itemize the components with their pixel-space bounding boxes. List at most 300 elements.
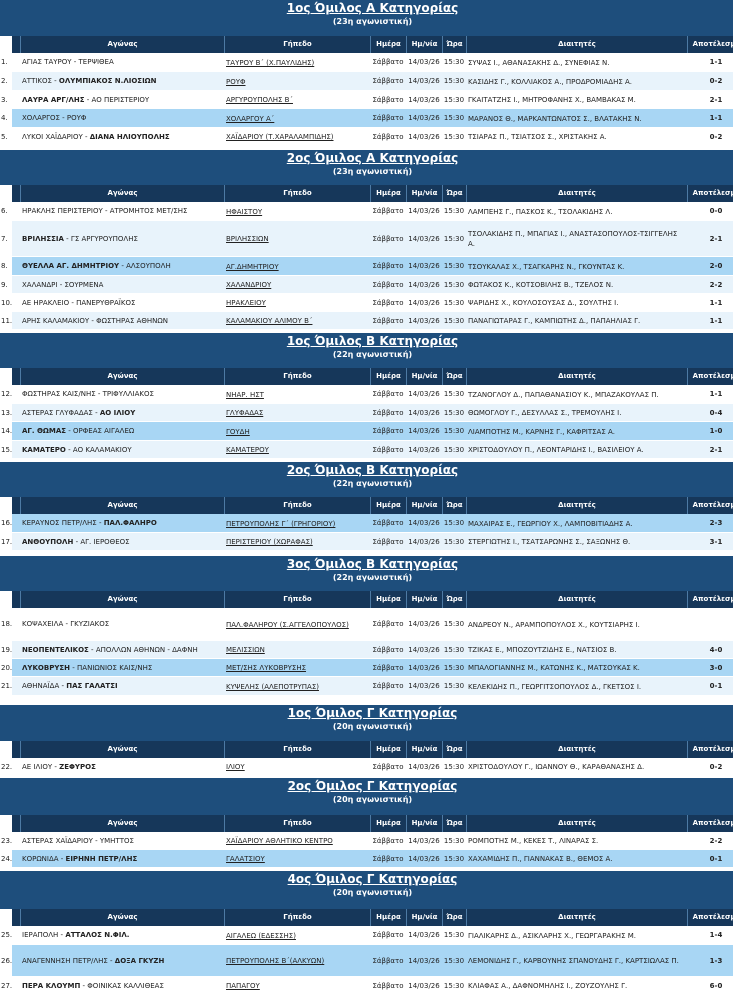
match-venue (224, 659, 370, 677)
match-row (1, 404, 733, 422)
group-section (0, 150, 741, 330)
match-teams (20, 641, 224, 659)
venue-link[interactable]: ΚΑΛΑΜΑΚΙΟΥ ΑΛΙΜΟΥ Β΄ (226, 317, 313, 325)
col-venue-header: Γήπεδο (224, 497, 370, 514)
match-number: 25. (1, 931, 13, 939)
venue-link[interactable]: ΓΛΥΦΑΔΑΣ (226, 409, 264, 417)
away-team: ΔΟΞΑ ΓΚΥΖΗ (114, 956, 165, 965)
match-number: 27. (1, 981, 13, 990)
match-row (1, 533, 733, 551)
col-venue-header: Γήπεδο (224, 909, 370, 926)
match-date: 14/03/26 (408, 645, 440, 654)
match-teams (20, 977, 224, 995)
match-time: 15:30 (443, 645, 465, 654)
match-day: Σάββατο (372, 682, 404, 690)
match-referees (466, 659, 687, 677)
column-header-row (12, 36, 741, 53)
col-result-header: Αποτέλεσμα (687, 497, 745, 514)
team-separator: - (88, 645, 96, 654)
group-round: (22η αγωνιστική) (332, 350, 413, 359)
col-time-header: Ώρα (442, 185, 466, 202)
match-day: Σάββατο (372, 836, 404, 845)
group-section (0, 462, 741, 551)
venue-link[interactable]: ΜΕΤ/ΣΗΣ ΛΥΚΟΒΡΥΣΗΣ (226, 664, 307, 672)
group-header (12, 462, 733, 497)
match-referees (466, 514, 687, 533)
col-time-header: Ώρα (442, 909, 466, 926)
match-date: 14/03/26 (408, 981, 440, 990)
match-number: 2. (1, 77, 8, 85)
row-divider (12, 775, 733, 776)
match-result: 2-1 (709, 234, 723, 243)
group-title[interactable]: 4ος Όμιλος Γ Κατηγορίας (287, 872, 458, 886)
group-round: (22η αγωνιστική) (332, 479, 413, 488)
column-header-row (12, 909, 741, 926)
team-separator: - (84, 95, 92, 104)
match-result: 0-1 (709, 854, 723, 863)
match-row (1, 832, 733, 850)
row-divider (12, 145, 733, 146)
col-date-header: Ημ/νία (406, 741, 442, 758)
col-no-header (0, 368, 20, 385)
venue-link[interactable]: ΚΥΨΕΛΗΣ (ΑΛΕΠΟΤΡΥΠΑΣ) (226, 682, 319, 691)
venue-link[interactable]: ΝΗΑΡ. ΗΣΤ (226, 390, 264, 399)
match-venue (224, 276, 370, 294)
match-venue (224, 758, 370, 776)
col-referees-header: Διαιτητές (466, 368, 687, 385)
match-row (1, 294, 733, 312)
away-team: ΣΟΥΡΜΕΝΑ (64, 280, 104, 289)
venue-link[interactable]: ΠΕΤΡΟΥΠΟΛΗΣ Γ΄ (ΓΡΗΓΟΡΙΟΥ) (226, 519, 336, 528)
match-day: Σάββατο (372, 234, 404, 243)
col-referees-header: Διαιτητές (466, 185, 687, 202)
team-separator: - (59, 114, 67, 122)
group-title[interactable]: 3ος Όμιλος Β Κατηγορίας (286, 557, 459, 571)
match-date: 14/03/26 (408, 95, 440, 104)
match-venue (224, 641, 370, 659)
col-date-header: Ημ/νία (406, 815, 442, 832)
group-title[interactable]: 1ος Όμιλος Γ Κατηγορίας (287, 706, 458, 720)
venue-link[interactable]: ΧΑΛΑΝΔΡΙΟΥ (226, 281, 272, 289)
venue-link[interactable]: ΡΟΥΦ (226, 77, 246, 86)
group-header (12, 0, 733, 36)
match-result: 1-4 (709, 931, 723, 939)
match-date: 14/03/26 (408, 58, 440, 66)
match-teams (20, 312, 224, 330)
match-venue (224, 294, 370, 312)
match-date: 14/03/26 (408, 280, 440, 289)
col-no-header (0, 909, 20, 926)
match-referees (466, 294, 687, 312)
away-team: ΥΜΗΤΤΟΣ (99, 836, 134, 845)
referees-text: ΤΣΟΥΚΑΛΑΣ Χ., ΤΣΑΓΚΑΡΗΣ Ν., ΓΚΟΥΝΤΑΣ Κ. (468, 262, 625, 271)
col-no-header (0, 741, 20, 758)
match-referees (466, 926, 687, 945)
referees-text: ΓΙΑΛΙΚΑΡΗΣ Δ., ΑΣΙΚΛΑΡΗΣ Χ., ΓΕΩΡΓΑΡΑΚΗΣ Μ. (468, 931, 636, 940)
match-number: 14. (1, 427, 13, 435)
match-result: 4-0 (709, 645, 723, 654)
group-section (0, 556, 741, 696)
match-date: 14/03/26 (408, 836, 440, 845)
col-referees-header: Διαιτητές (466, 909, 687, 926)
col-referees-header: Διαιτητές (466, 497, 687, 514)
row-divider (12, 329, 733, 330)
match-referees (466, 257, 687, 276)
venue-link[interactable]: ΗΡΑΚΛΕΙΟΥ (226, 299, 266, 307)
match-day: Σάββατο (372, 519, 404, 527)
match-time: 15:30 (443, 427, 465, 435)
match-number: 9. (1, 280, 8, 289)
group-title[interactable]: 1ος Όμιλος Β Κατηγορίας (286, 334, 459, 348)
match-referees (466, 128, 687, 146)
row-divider (12, 550, 733, 551)
column-header-row (12, 368, 741, 385)
match-row (1, 221, 733, 257)
match-venue (224, 608, 370, 641)
match-date: 14/03/26 (408, 390, 440, 398)
match-date: 14/03/26 (408, 234, 440, 243)
col-venue-header: Γήπεδο (224, 185, 370, 202)
group-header (12, 778, 733, 815)
away-team: ΠΑΛ.ΦΑΛΗΡΟ (103, 519, 157, 527)
match-day: Σάββατο (372, 620, 404, 628)
group-section (0, 778, 741, 868)
team-separator: - (92, 408, 100, 417)
group-title[interactable]: 2ος Όμιλος Γ Κατηγορίας (287, 779, 458, 793)
home-team: ΦΩΣΤΗΡΑΣ ΚΑΙΣ/ΝΗΣ (22, 390, 96, 398)
match-referees (466, 850, 687, 868)
match-time: 15:30 (443, 262, 465, 270)
col-date-header: Ημ/νία (406, 36, 442, 53)
match-result: 3-1 (709, 537, 723, 546)
col-day-header: Ημέρα (370, 591, 406, 608)
match-venue (224, 202, 370, 221)
match-day: Σάββατο (372, 931, 404, 939)
referees-text: ΨΑΡΙΔΗΣ Χ., ΚΟΥΛΟΣΟΥΣΑΣ Δ., ΣΟΥΛΤΗΣ Ι. (468, 299, 619, 307)
match-day: Σάββατο (372, 298, 404, 307)
group-round: (23η αγωνιστική) (332, 17, 413, 26)
match-number: 1. (1, 58, 8, 66)
group-title[interactable]: 1ος Όμιλος Α Κατηγορίας (286, 1, 459, 15)
match-day: Σάββατο (372, 663, 404, 672)
col-result-header: Αποτέλεσμα (687, 185, 745, 202)
match-day: Σάββατο (372, 316, 404, 325)
match-number: 26. (1, 956, 13, 965)
away-team: ΖΕΦΥΡΟΣ (59, 762, 96, 771)
match-time: 15:30 (443, 58, 465, 66)
match-row (1, 53, 733, 72)
group-left-bar (0, 150, 12, 185)
team-separator: - (63, 620, 71, 628)
venue-link[interactable]: ΑΙΓΑΛΕΩ (ΕΔΕΣΣΗΣ) (226, 931, 296, 940)
away-team: ΦΟΙΝΙΚΑΣ ΚΑΛΛΙΘΕΑΣ (87, 981, 164, 990)
col-time-header: Ώρα (442, 497, 466, 514)
home-team: ΑΡΗΣ ΚΑΛΑΜΑΚΙΟΥ (22, 316, 90, 325)
away-team: ΠΑΣ ΓΑΛΑΤΣΙ (66, 682, 118, 690)
col-match-header: Αγώνας (20, 497, 224, 514)
venue-link[interactable]: ΑΓ.ΔΗΜΗΤΡΙΟΥ (226, 262, 279, 271)
match-result: 0-2 (709, 132, 723, 141)
referees-text: ΤΣΟΛΑΚΙΔΗΣ Π., ΜΠΑΓΙΑΣ Ι., ΑΝΑΣΤΑΣΟΠΟΥΛΟΣ-ΤΣΙΓΓΕΛΗΣ Α. (468, 230, 678, 248)
col-referees-header: Διαιτητές (466, 815, 687, 832)
col-venue-header: Γήπεδο (224, 815, 370, 832)
match-number: 19. (1, 645, 13, 654)
match-result: 0-2 (709, 77, 723, 85)
venue-link[interactable]: ΠΕΡΙΣΤΕΡΙΟΥ (ΧΩΡΑΦΑΣ) (226, 538, 313, 546)
match-referees (466, 441, 687, 459)
match-referees (466, 109, 687, 128)
match-day: Σάββατο (372, 207, 404, 215)
venue-link[interactable]: ΚΑΜΑΤΕΡΟΥ (226, 446, 269, 454)
away-team: ΑΓ. ΙΕΡΟΘΕΟΣ (80, 537, 130, 546)
match-number: 7. (1, 234, 8, 243)
referees-text: ΚΛΙΑΦΑΣ Α., ΔΑΦΝΟΜΗΛΗΣ Ι., ΖΟΥΖΟΥΛΗΣ Γ. (468, 982, 628, 990)
home-team: ΚΑΜΑΤΕΡΟ (22, 445, 66, 454)
col-match-header: Αγώνας (20, 741, 224, 758)
match-time: 15:30 (443, 280, 465, 289)
match-row (1, 926, 733, 945)
team-separator: - (107, 956, 115, 965)
match-teams (20, 850, 224, 868)
match-venue (224, 677, 370, 696)
referees-text: ΜΑΡΑΝΟΣ Θ., ΜΑΡΚΑΝΤΩΝΑΤΟΣ Σ., ΒΛΑΤΑΚΗΣ Ν. (468, 114, 642, 123)
match-venue (224, 850, 370, 868)
match-teams (20, 91, 224, 109)
venue-link[interactable]: ΗΦΑΙΣΤΟΥ (226, 207, 263, 216)
match-venue (224, 53, 370, 72)
match-teams (20, 294, 224, 312)
match-day: Σάββατο (372, 390, 404, 398)
group-title[interactable]: 2ος Όμιλος Α Κατηγορίας (286, 151, 459, 165)
match-referees (466, 72, 687, 91)
referees-text: ΓΚΑΙΤΑΤΖΗΣ Ι., ΜΗΤΡΟΦΑΝΗΣ Χ., ΒΑΜΒΑΚΑΣ Μ. (468, 96, 636, 104)
venue-link[interactable]: ΠΕΤΡΟΥΠΟΛΗΣ Β΄(ΑΛΚΥΩΝ) (226, 957, 325, 965)
team-separator: - (58, 854, 66, 863)
col-match-header: Αγώνας (20, 36, 224, 53)
col-no-header (0, 591, 20, 608)
home-team: ΚΟΨΑΧΕΙΛΑ (22, 620, 64, 628)
match-venue (224, 533, 370, 551)
col-result-header: Αποτέλεσμα (687, 909, 745, 926)
match-number: 13. (1, 408, 13, 417)
match-row (1, 202, 733, 221)
match-row (1, 128, 733, 146)
match-referees (466, 533, 687, 551)
match-number: 10. (1, 298, 13, 307)
team-separator: - (80, 981, 88, 990)
match-number: 21. (1, 682, 13, 690)
referees-text: ΤΖΙΚΑΣ Ε., ΜΠΟΖΟΥΤΖΙΔΗΣ Ε., ΝΑΤΣΙΟΣ Β. (468, 646, 617, 654)
group-round: (22η αγωνιστική) (332, 573, 413, 582)
match-row (1, 758, 733, 776)
match-day: Σάββατο (372, 981, 404, 990)
team-separator: - (96, 519, 104, 527)
match-number: 6. (1, 207, 8, 215)
match-row (1, 641, 733, 659)
group-round: (23η αγωνιστική) (332, 167, 413, 176)
match-date: 14/03/26 (408, 77, 440, 85)
referees-text: ΛΙΑΜΠΟΤΗΣ Μ., ΚΑΡΝΗΣ Γ., ΚΑΦΡΙΤΣΑΣ Α. (468, 427, 616, 436)
col-date-header: Ημ/νία (406, 368, 442, 385)
col-match-header: Αγώνας (20, 185, 224, 202)
col-match-header: Αγώνας (20, 815, 224, 832)
match-day: Σάββατο (372, 537, 404, 546)
group-left-bar (0, 705, 12, 741)
away-team: ΑΤΡΟΜΗΤΟΣ ΜΕΤ/ΣΗΣ (109, 207, 188, 215)
match-time: 15:30 (443, 95, 465, 104)
home-team: ΙΕΡΑΠΟΛΗ (22, 931, 59, 939)
match-teams (20, 72, 224, 91)
group-title[interactable]: 2ος Όμιλος Β Κατηγορίας (286, 463, 459, 477)
match-row (1, 850, 733, 868)
match-result: 0-4 (709, 408, 723, 417)
match-date: 14/03/26 (408, 931, 440, 939)
group-left-bar (0, 778, 12, 815)
referees-text: ΡΟΜΠΟΤΗΣ Μ., ΚΕΚΕΣ Τ., ΛΙΝΑΡΑΣ Σ. (468, 837, 599, 845)
match-day: Σάββατο (372, 58, 404, 66)
match-time: 15:30 (443, 762, 465, 771)
venue-link[interactable]: ΧΑΪΔΑΡΙΟΥ ΑΘΛΗΤΙΚΟ ΚΕΝΤΡΟ (226, 837, 333, 845)
referees-text: ΜΑΧΑΙΡΑΣ Ε., ΓΕΩΡΓΙΟΥ Χ., ΛΑΜΠΟΒΙΤΙΑΔΗΣ Α. (468, 519, 633, 528)
venue-link[interactable]: ΤΑΥΡΟΥ Β΄ (Χ.ΠΑΥΛΙΔΗΣ) (226, 58, 315, 67)
match-day: Σάββατο (372, 645, 404, 654)
col-day-header: Ημέρα (370, 368, 406, 385)
match-time: 15:30 (443, 390, 465, 398)
match-venue (224, 128, 370, 146)
venue-link[interactable]: ΙΛΙΟΥ (226, 763, 245, 771)
match-result: 6-0 (709, 981, 723, 990)
match-venue (224, 945, 370, 977)
col-time-header: Ώρα (442, 36, 466, 53)
match-referees (466, 422, 687, 441)
match-time: 15:30 (443, 234, 465, 243)
home-team: ΚΕΡΑΥΝΟΣ ΠΕΤΡ/ΛΗΣ (22, 519, 97, 527)
group-section (0, 705, 741, 776)
match-number: 15. (1, 445, 13, 454)
match-date: 14/03/26 (408, 537, 440, 546)
venue-link[interactable]: ΠΑΛ.ΦΑΛΗΡΟΥ (Σ.ΑΓΓΕΛΟΠΟΥΛΟΣ) (226, 620, 349, 629)
home-team: ΛΥΚΟΒΡΥΣΗ (22, 663, 71, 672)
match-row (1, 385, 733, 404)
col-referees-header: Διαιτητές (466, 741, 687, 758)
col-venue-header: Γήπεδο (224, 368, 370, 385)
away-team: ΟΛΥΜΠΙΑΚΟΣ Ν.ΛΙΟΣΙΩΝ (58, 77, 157, 85)
match-time: 15:30 (443, 77, 465, 85)
match-referees (466, 608, 687, 641)
match-venue (224, 514, 370, 533)
match-result: 1-1 (709, 114, 723, 122)
match-teams (20, 221, 224, 257)
away-team: ΟΡΦΕΑΣ ΑΙΓΑΛΕΩ (73, 427, 135, 435)
row-divider (12, 458, 733, 459)
group-section (0, 333, 741, 459)
team-separator: - (52, 762, 60, 771)
match-number: 8. (1, 262, 8, 270)
match-teams (20, 385, 224, 404)
row-divider (12, 867, 733, 868)
home-team: ΑΘΗΝΑΪΔΑ (22, 682, 60, 690)
match-row (1, 109, 733, 128)
match-date: 14/03/26 (408, 298, 440, 307)
match-venue (224, 422, 370, 441)
venue-link[interactable]: ΓΑΛΑΤΣΙΟΥ (226, 855, 265, 863)
match-referees (466, 53, 687, 72)
col-date-header: Ημ/νία (406, 909, 442, 926)
match-row (1, 91, 733, 109)
match-result: 2-2 (709, 280, 723, 289)
match-venue (224, 312, 370, 330)
venue-link[interactable]: ΜΕΛΙΣΣΙΩΝ (226, 646, 265, 654)
match-date: 14/03/26 (408, 663, 440, 672)
match-time: 15:30 (443, 956, 465, 965)
col-date-header: Ημ/νία (406, 497, 442, 514)
venue-link[interactable]: ΧΑΪΔΑΡΙΟΥ (Τ.ΧΑΡΑΛΑΜΠΙΔΗΣ) (226, 133, 334, 141)
group-round: (20η αγωνιστική) (332, 795, 413, 804)
match-teams (20, 53, 224, 72)
match-date: 14/03/26 (408, 620, 440, 628)
venue-link[interactable]: ΠΑΠΑΓΟΥ (226, 982, 260, 990)
team-separator: - (59, 682, 67, 690)
home-team: ΘΥΕΛΛΑ ΑΓ. ΔΗΜΗΤΡΙΟΥ (22, 262, 120, 270)
match-number: 5. (1, 132, 8, 141)
col-venue-header: Γήπεδο (224, 591, 370, 608)
team-separator: - (95, 390, 103, 398)
match-number: 4. (1, 114, 8, 122)
venue-link[interactable]: ΑΡΓΥΡΟΥΠΟΛΗΣ Β΄ (226, 96, 293, 104)
match-time: 15:30 (443, 981, 465, 990)
match-referees (466, 977, 687, 995)
match-number: 23. (1, 836, 13, 845)
match-day: Σάββατο (372, 280, 404, 289)
referees-text: ΣΥΨΑΣ Ι., ΑΘΑΝΑΣΑΚΗΣ Δ., ΣΥΝΕΦΙΑΣ Ν. (468, 58, 610, 67)
match-row (1, 441, 733, 459)
match-venue (224, 109, 370, 128)
home-team: ΑΓ. ΘΩΜΑΣ (22, 427, 67, 435)
match-venue (224, 385, 370, 404)
match-teams (20, 926, 224, 945)
away-team: ΑΟ ΙΛΙΟΥ (99, 408, 136, 417)
match-date: 14/03/26 (408, 519, 440, 527)
venue-link[interactable]: ΧΟΛΑΡΓΟΥ Α΄ (226, 114, 275, 123)
match-date: 14/03/26 (408, 207, 440, 215)
match-result: 2-3 (709, 519, 723, 527)
match-referees (466, 221, 687, 257)
col-result-header: Αποτέλεσμα (687, 368, 745, 385)
match-time: 15:30 (443, 298, 465, 307)
team-separator: - (82, 132, 90, 141)
group-header (12, 333, 733, 368)
team-separator: - (66, 427, 74, 435)
col-time-header: Ώρα (442, 591, 466, 608)
venue-link[interactable]: ΒΡΙΛΗΣΣΙΩΝ (226, 235, 269, 243)
away-team: ΑΠΟΛΛΩΝ ΑΘΗΝΩΝ - ΔΑΦΝΗ (95, 645, 198, 654)
away-team: ΓΚΥΖΙΑΚΟΣ (70, 620, 110, 628)
away-team: ΤΡΙΦΥΛΛΙΑΚΟΣ (102, 390, 154, 398)
home-team: ΧΟΛΑΡΓΟΣ (22, 114, 60, 122)
match-day: Σάββατο (372, 114, 404, 122)
match-teams (20, 533, 224, 551)
match-number: 20. (1, 663, 13, 672)
match-time: 15:30 (443, 663, 465, 672)
team-separator: - (71, 58, 79, 66)
group-left-bar (0, 462, 12, 497)
col-no-header (0, 185, 20, 202)
match-venue (224, 977, 370, 995)
match-teams (20, 608, 224, 641)
team-separator: - (70, 663, 78, 672)
referees-text: ΑΝΔΡΕΟΥ Ν., ΑΡΑΜΠΟΠΟΥΛΟΣ Χ., ΚΟΥΤΣΙΑΡΗΣ Ι. (468, 620, 640, 629)
venue-link[interactable]: ΓΟΥΔΗ (226, 427, 250, 436)
